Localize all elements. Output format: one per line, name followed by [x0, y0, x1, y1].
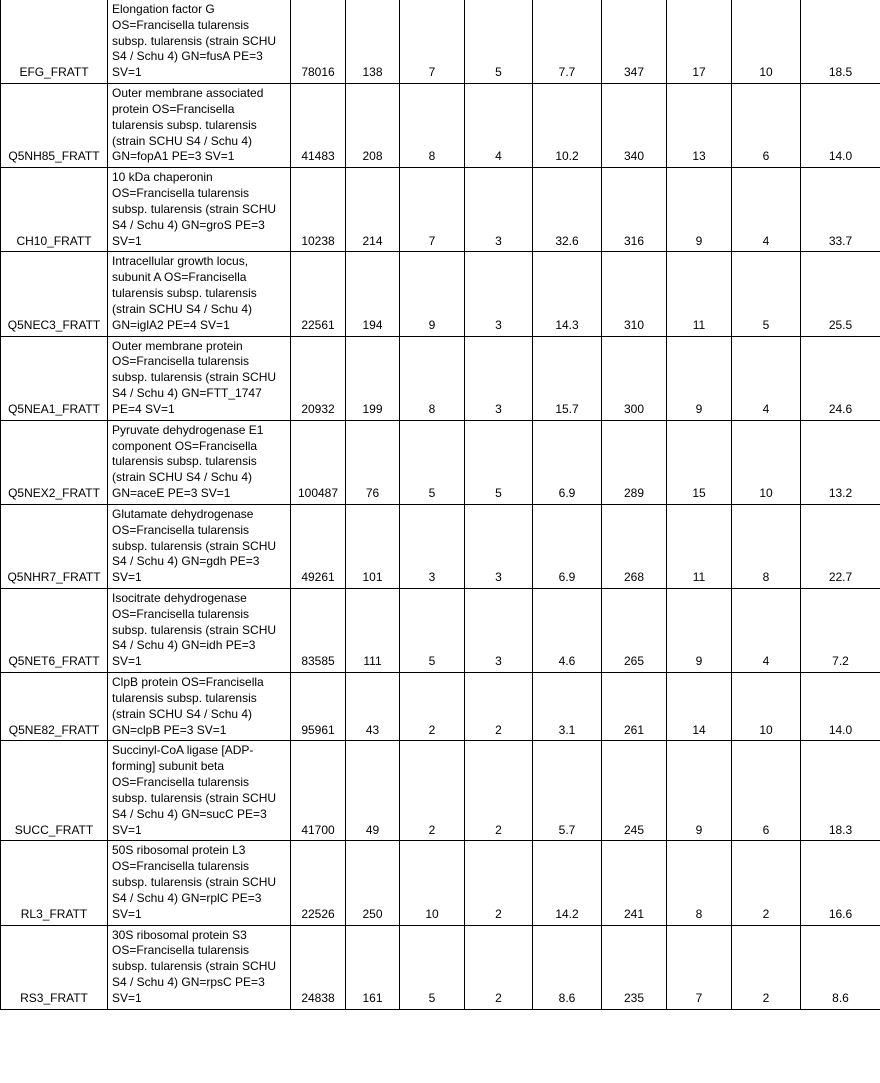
cell-spectral_count: 340: [602, 84, 667, 168]
cell-matches: 8: [667, 841, 732, 925]
cell-peptides: 2: [400, 673, 465, 741]
cell-description: Isocitrate dehydrogenase OS=Francisella tularensis subsp. tularensis (strain SCHU S4 / Schu 4) GN=idh PE=3 SV=1: [108, 588, 291, 672]
cell-id: Q5NHR7_FRATT: [1, 504, 108, 588]
cell-percent: 8.6: [801, 925, 880, 1009]
cell-unique_matches: 10: [732, 673, 801, 741]
cell-description: Glutamate dehydrogenase OS=Francisella tularensis subsp. tularensis (strain SCHU S4 / Schu 4) GN=gdh PE=3 SV=1: [108, 504, 291, 588]
cell-description: Pyruvate dehydrogenase E1 component OS=Francisella tularensis subsp. tularensis (strain SCHU S4 / Schu 4) GN=aceE PE=3 SV=1: [108, 420, 291, 504]
cell-coverage: 15.7: [533, 336, 602, 420]
cell-score: 49: [346, 741, 400, 841]
cell-coverage: 5.7: [533, 741, 602, 841]
cell-score: 111: [346, 588, 400, 672]
cell-matches: 11: [667, 252, 732, 336]
cell-description: Outer membrane protein OS=Francisella tularensis subsp. tularensis (strain SCHU S4 / Schu 4) GN=FTT_1747 PE=4 SV=1: [108, 336, 291, 420]
table-row: [1, 673, 880, 741]
cell-peptides: 8: [400, 336, 465, 420]
cell-spectral_count: 245: [602, 741, 667, 841]
cell-spectral_count: 310: [602, 252, 667, 336]
cell-score: 138: [346, 0, 400, 84]
cell-spectral_count: 241: [602, 841, 667, 925]
cell-matches: 14: [667, 673, 732, 741]
cell-unique_peptides: 5: [465, 420, 533, 504]
cell-id: SUCC_FRATT: [1, 741, 108, 841]
cell-description: Intracellular growth locus, subunit A OS=Francisella tularensis subsp. tularensis (strain SCHU S4 / Schu 4) GN=iglA2 PE=4 SV=1: [108, 252, 291, 336]
cell-spectral_count: 265: [602, 588, 667, 672]
table-row: [1, 84, 880, 168]
cell-mass: 83585: [291, 588, 346, 672]
cell-unique_matches: 5: [732, 252, 801, 336]
cell-percent: 24.6: [801, 336, 880, 420]
cell-peptides: 5: [400, 925, 465, 1009]
cell-mass: 20932: [291, 336, 346, 420]
cell-id: RS3_FRATT: [1, 925, 108, 1009]
cell-percent: 16.6: [801, 841, 880, 925]
cell-unique_peptides: 3: [465, 336, 533, 420]
cell-id: RL3_FRATT: [1, 841, 108, 925]
cell-mass: 10238: [291, 168, 346, 252]
cell-matches: 9: [667, 168, 732, 252]
cell-mass: 100487: [291, 420, 346, 504]
cell-spectral_count: 268: [602, 504, 667, 588]
cell-spectral_count: 261: [602, 673, 667, 741]
cell-matches: 9: [667, 588, 732, 672]
cell-peptides: 7: [400, 0, 465, 84]
cell-coverage: 32.6: [533, 168, 602, 252]
table-row: [1, 588, 880, 672]
cell-peptides: 5: [400, 588, 465, 672]
cell-score: 214: [346, 168, 400, 252]
cell-description: Elongation factor G OS=Francisella tularensis subsp. tularensis (strain SCHU S4 / Schu 4) GN=fusA PE=3 SV=1: [108, 0, 291, 84]
cell-score: 208: [346, 84, 400, 168]
cell-spectral_count: 289: [602, 420, 667, 504]
cell-mass: 24838: [291, 925, 346, 1009]
cell-peptides: 7: [400, 168, 465, 252]
cell-unique_peptides: 3: [465, 168, 533, 252]
cell-coverage: 3.1: [533, 673, 602, 741]
table-row: [1, 168, 880, 252]
cell-percent: 25.5: [801, 252, 880, 336]
cell-unique_matches: 10: [732, 420, 801, 504]
table-row: [1, 252, 880, 336]
cell-unique_peptides: 2: [465, 741, 533, 841]
cell-unique_matches: 2: [732, 925, 801, 1009]
table-row: [1, 741, 880, 841]
cell-unique_matches: 6: [732, 84, 801, 168]
cell-unique_matches: 8: [732, 504, 801, 588]
cell-spectral_count: 300: [602, 336, 667, 420]
cell-description: Succinyl-CoA ligase [ADP-forming] subunit beta OS=Francisella tularensis subsp. tularensis (strain SCHU S4 / Schu 4) GN=sucC PE=3 SV=1: [108, 741, 291, 841]
cell-score: 194: [346, 252, 400, 336]
cell-id: Q5NET6_FRATT: [1, 588, 108, 672]
cell-matches: 17: [667, 0, 732, 84]
cell-score: 76: [346, 420, 400, 504]
cell-score: 250: [346, 841, 400, 925]
cell-unique_matches: 6: [732, 741, 801, 841]
cell-matches: 9: [667, 336, 732, 420]
cell-spectral_count: 235: [602, 925, 667, 1009]
cell-unique_peptides: 2: [465, 841, 533, 925]
cell-id: CH10_FRATT: [1, 168, 108, 252]
cell-percent: 33.7: [801, 168, 880, 252]
cell-unique_matches: 4: [732, 168, 801, 252]
cell-percent: 14.0: [801, 84, 880, 168]
cell-mass: 49261: [291, 504, 346, 588]
cell-matches: 11: [667, 504, 732, 588]
cell-matches: 13: [667, 84, 732, 168]
cell-description: 50S ribosomal protein L3 OS=Francisella tularensis subsp. tularensis (strain SCHU S4 / Schu 4) GN=rplC PE=3 SV=1: [108, 841, 291, 925]
cell-description: 10 kDa chaperonin OS=Francisella tularensis subsp. tularensis (strain SCHU S4 / Schu 4) GN=groS PE=3 SV=1: [108, 168, 291, 252]
cell-mass: 95961: [291, 673, 346, 741]
cell-unique_peptides: 3: [465, 252, 533, 336]
cell-percent: 14.0: [801, 673, 880, 741]
cell-unique_peptides: 2: [465, 925, 533, 1009]
cell-coverage: 14.3: [533, 252, 602, 336]
cell-coverage: 6.9: [533, 420, 602, 504]
cell-mass: 78016: [291, 0, 346, 84]
cell-matches: 9: [667, 741, 732, 841]
cell-peptides: 3: [400, 504, 465, 588]
cell-percent: 13.2: [801, 420, 880, 504]
table-row: [1, 841, 880, 925]
cell-id: EFG_FRATT: [1, 0, 108, 84]
table-row: [1, 504, 880, 588]
cell-unique_matches: 4: [732, 336, 801, 420]
cell-unique_peptides: 5: [465, 0, 533, 84]
cell-coverage: 4.6: [533, 588, 602, 672]
cell-unique_matches: 2: [732, 841, 801, 925]
cell-id: Q5NEX2_FRATT: [1, 420, 108, 504]
cell-peptides: 9: [400, 252, 465, 336]
cell-spectral_count: 347: [602, 0, 667, 84]
cell-mass: 22526: [291, 841, 346, 925]
cell-coverage: 10.2: [533, 84, 602, 168]
cell-peptides: 10: [400, 841, 465, 925]
cell-spectral_count: 316: [602, 168, 667, 252]
cell-id: Q5NH85_FRATT: [1, 84, 108, 168]
cell-coverage: 6.9: [533, 504, 602, 588]
cell-percent: 18.3: [801, 741, 880, 841]
cell-peptides: 8: [400, 84, 465, 168]
cell-unique_matches: 4: [732, 588, 801, 672]
cell-percent: 7.2: [801, 588, 880, 672]
table-row: [1, 420, 880, 504]
cell-matches: 7: [667, 925, 732, 1009]
cell-id: Q5NEC3_FRATT: [1, 252, 108, 336]
cell-description: ClpB protein OS=Francisella tularensis subsp. tularensis (strain SCHU S4 / Schu 4) GN=clpB PE=3 SV=1: [108, 673, 291, 741]
table-row: [1, 0, 880, 84]
cell-unique_peptides: 2: [465, 673, 533, 741]
cell-mass: 22561: [291, 252, 346, 336]
cell-id: Q5NE82_FRATT: [1, 673, 108, 741]
cell-unique_peptides: 4: [465, 84, 533, 168]
table-row: [1, 925, 880, 1009]
cell-unique_peptides: 3: [465, 588, 533, 672]
cell-matches: 15: [667, 420, 732, 504]
cell-coverage: 8.6: [533, 925, 602, 1009]
cell-coverage: 7.7: [533, 0, 602, 84]
cell-id: Q5NEA1_FRATT: [1, 336, 108, 420]
cell-percent: 18.5: [801, 0, 880, 84]
cell-unique_matches: 10: [732, 0, 801, 84]
cell-description: Outer membrane associated protein OS=Francisella tularensis subsp. tularensis (strain SCHU S4 / Schu 4) GN=fopA1 PE=3 SV=1: [108, 84, 291, 168]
cell-description: 30S ribosomal protein S3 OS=Francisella tularensis subsp. tularensis (strain SCHU S4 / Schu 4) GN=rpsC PE=3 SV=1: [108, 925, 291, 1009]
cell-mass: 41483: [291, 84, 346, 168]
table-row: [1, 336, 880, 420]
cell-unique_peptides: 3: [465, 504, 533, 588]
cell-mass: 41700: [291, 741, 346, 841]
table-body: [1, 0, 880, 1009]
cell-score: 161: [346, 925, 400, 1009]
cell-score: 43: [346, 673, 400, 741]
cell-peptides: 5: [400, 420, 465, 504]
cell-coverage: 14.2: [533, 841, 602, 925]
cell-score: 101: [346, 504, 400, 588]
cell-peptides: 2: [400, 741, 465, 841]
cell-percent: 22.7: [801, 504, 880, 588]
cell-score: 199: [346, 336, 400, 420]
